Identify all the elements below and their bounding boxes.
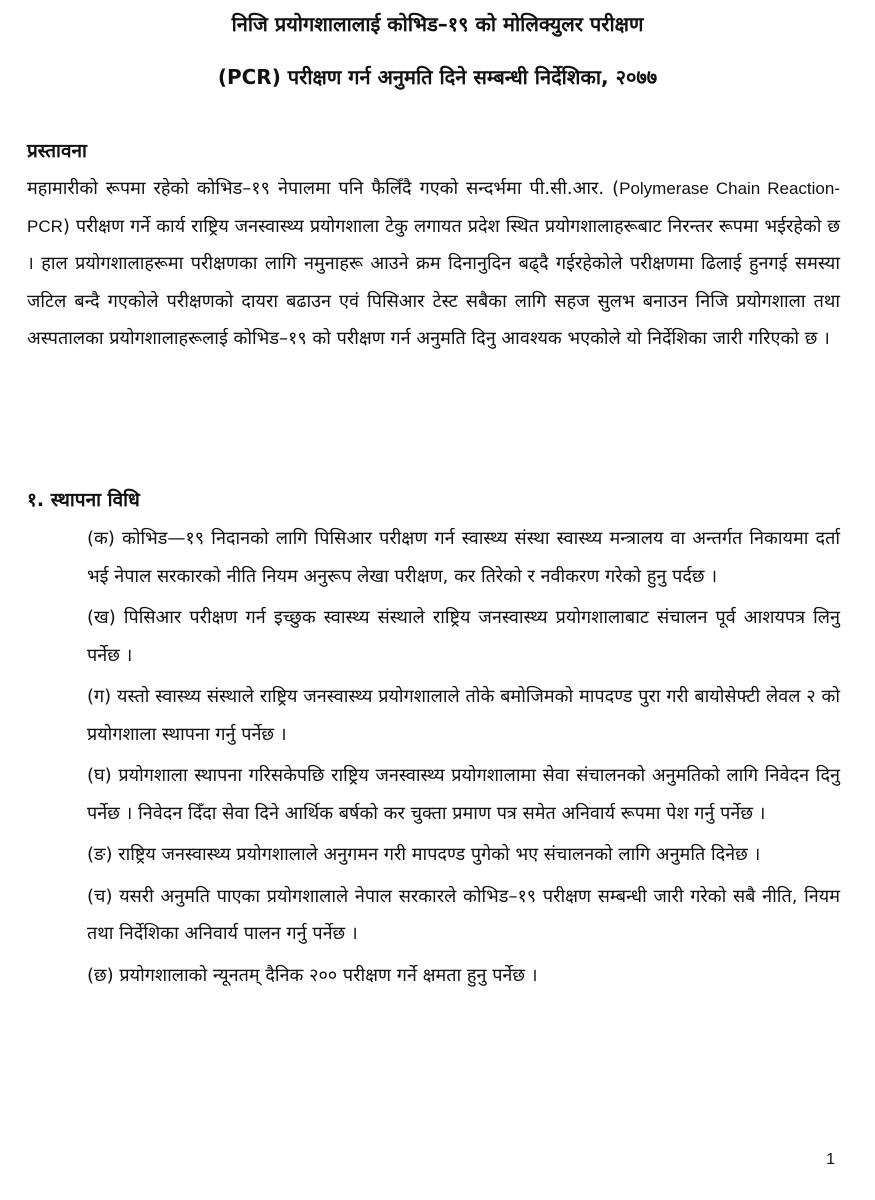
page-number: 1 <box>826 1151 835 1168</box>
clause-gha: (घ) प्रयोगशाला स्थापना गरिसकेपछि राष्ट्रिय जनस्वास्थ्य प्रयोगशालामा सेवा संचालनको अनुमतिको लागि निवेदन दिनु पर्नेछ । निवेदन दिँदा सेवा दिने आर्थिक बर्षको कर चुक्ता प्रमाण पत्र समेत अनिवार्य रूपमा पेश गर्नु पर्नेछ । <box>87 765 840 824</box>
clause-kha: (ख) पिसिआर परीक्षण गर्न इच्छुक स्वास्थ्य संस्थाले राष्ट्रिय जनस्वास्थ्य प्रयोगशालाबाट संचालन पूर्व आशयपत्र लिनु पर्नेछ । <box>87 607 840 666</box>
clause-nga: (ङ) राष्ट्रिय जनस्वास्थ्य प्रयोगशालाले अनुगमन गरी मापदण्ड पुगेको भए संचालनको लागि अनुमति दिनेछ । <box>87 844 761 865</box>
preamble-paragraph <box>27 170 840 358</box>
preamble-heading: प्रस्तावना <box>27 140 87 162</box>
document-title-line-2: (PCR) परीक्षण गर्न अनुमति दिने सम्बन्धी निर्देशिका, २०७७ <box>217 65 658 89</box>
clause-chha: (छ) प्रयोगशालाको न्यूनतम् दैनिक २०० परीक्षण गर्ने क्षमता हुनु पर्नेछ । <box>87 964 538 986</box>
section-1-clause-list <box>87 520 840 998</box>
document-title-line-1: निजि प्रयोगशालालाई कोभिड–१९ को मोलिक्युलर परीक्षण <box>231 12 644 36</box>
clause-ga: (ग) यस्तो स्वास्थ्य संस्थाले राष्ट्रिय जनस्वास्थ्य प्रयोगशालाले तोके बमोजिमको मापदण्ड पुरा गरी बायोसेफ्टी लेवल २ को प्रयोगशाला स्थापना गर्नु पर्नेछ । <box>87 686 840 745</box>
preamble-latin-term: Polymerase Chain Reaction-PCR <box>27 179 840 236</box>
preamble-text-part-1: महामारीको रूपमा रहेको कोभिड–१९ नेपालमा पनि फैलिँदै गएको सन्दर्भमा पी.सी.आर. ( <box>27 178 620 199</box>
clause-cha: (च) यसरी अनुमति पाएका प्रयोगशालाले नेपाल सरकारले कोभिड–१९ परीक्षण सम्बन्धी जारी गरेको सबै नीति, नियम तथा निर्देशिका अनिवार्य पालन गर्नु पर्नेछ । <box>87 885 840 944</box>
section-1-heading: १. स्थापना विधि <box>27 489 140 511</box>
preamble-text-part-2: ) परीक्षण गर्ने कार्य राष्ट्रिय जनस्वास्थ्य प्रयोगशाला टेकु लगायत प्रदेश स्थित प्रयोगशालाहरूबाट निरन्तर रूपमा भईरहेको छ । हाल प्रयोगशालाहरूमा परीक्षणका लागि नमुनाहरू आउने क्रम दिनानुदिन बढ्दै गईरहेकोले परीक्षणमा ढिलाई हुनगई समस्या जटिल बन्दै गएकोले परीक्षणको दायरा बढाउन एवं पिसिआर टेस्ट सबैका लागि सहज सुलभ बनाउन निजि प्रयोगशाला तथा अस्पतालका प्रयोगशालाहरूलाई कोभिड–१९ को परीक्षण गर्न अनुमति दिनु आवश्यक भएकोले यो निर्देशिका जारी गरिएको छ । <box>27 215 840 349</box>
clause-ka: (क) कोभिड—१९ निदानको लागि पिसिआर परीक्षण गर्न स्वास्थ्य संस्था स्वास्थ्य मन्त्रालय वा अन्तर्गत निकायमा दर्ता भई नेपाल सरकारको नीति नियम अनुरूप लेखा परीक्षण, कर तिरेको र नवीकरण गरेको हुनु पर्दछ । <box>87 528 840 587</box>
